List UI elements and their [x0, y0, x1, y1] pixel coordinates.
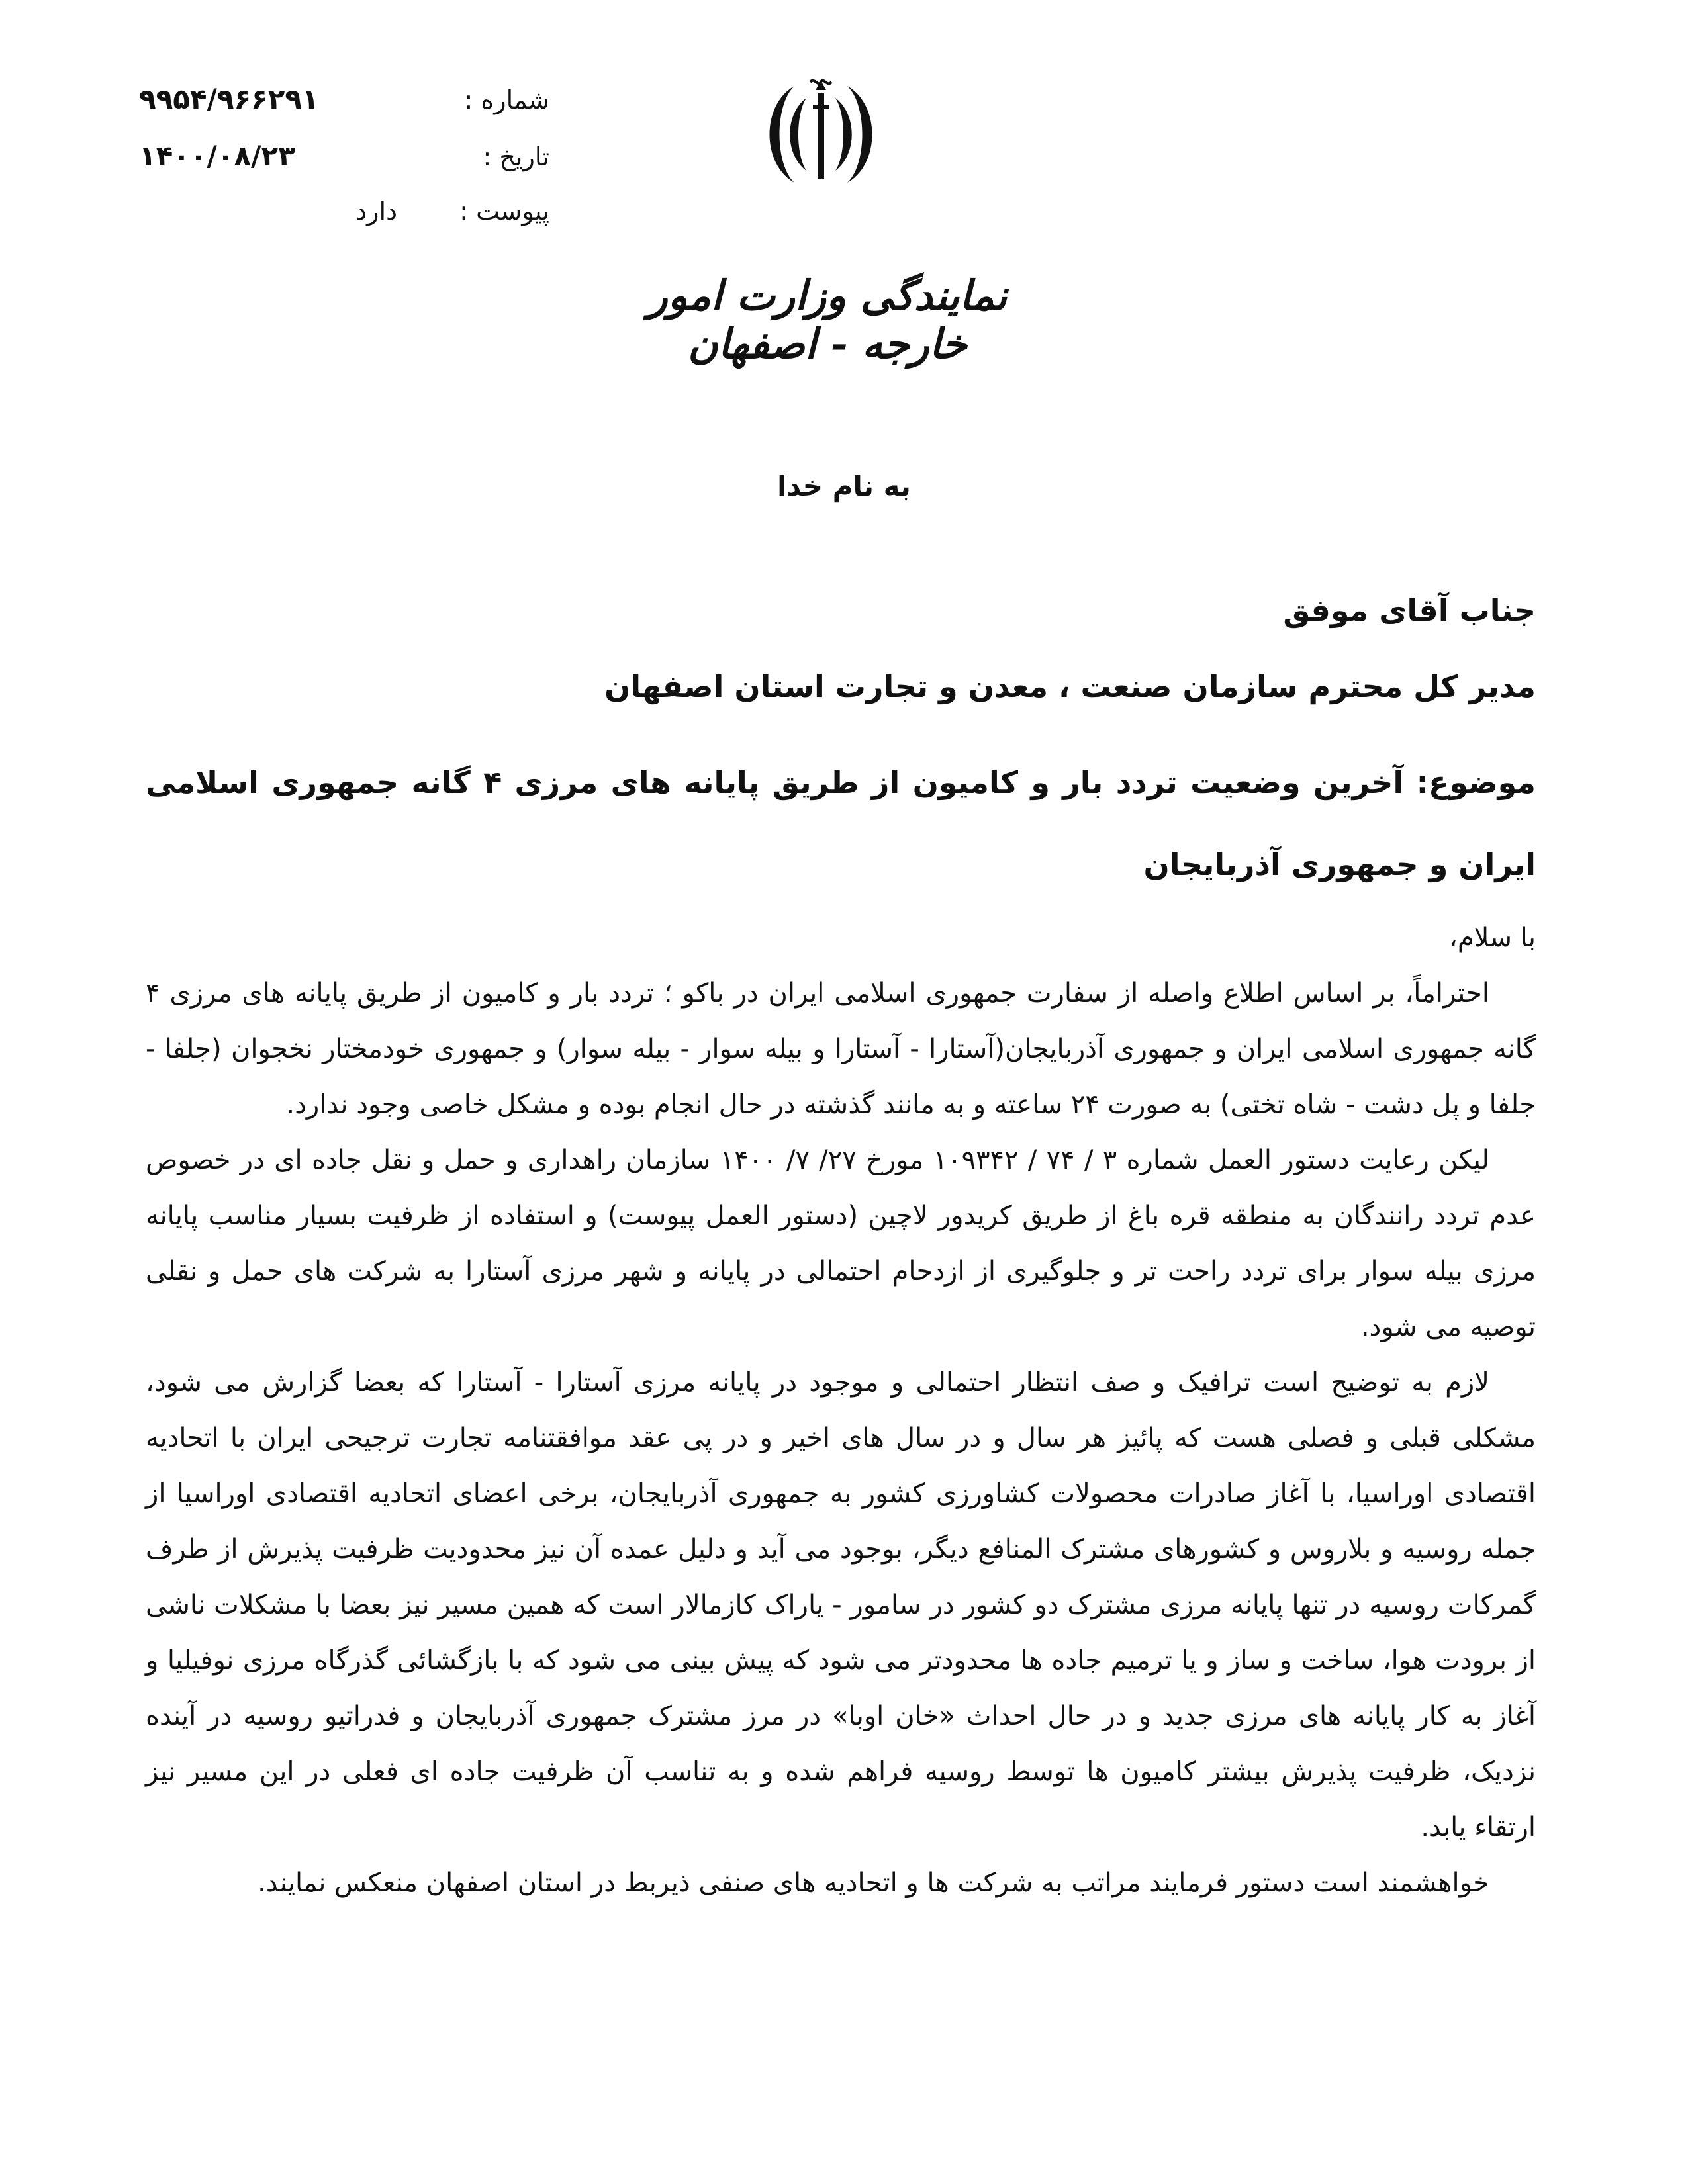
body-paragraph-1: احتراماً، بر اساس اطلاع واصله از سفارت جمهوری اسلامی ایران در باکو ؛ تردد بار و کامیون از طریق پایانه های مرزی ۴ گانه جمهوری اسلامی ایران و جمهوری آذربایجان(آستارا - آستارا و بیله سوار - بیله سوار) و جمهوری خودمختار نخجوان (جلفا - جلفا و پل دشت - شاه تختی) به صورت ۲۴ ساعته و به مانند گذشته در حال انجام بوده و مشکل خاصی وجود ندارد.	[146, 978, 1536, 1120]
addressee-title: مدیر کل محترم سازمان صنعت ، معدن و تجارت استان اصفهان	[604, 668, 1536, 704]
body-paragraph-4: خواهشمند است دستور فرمایند مراتب به شرکت ها و اتحادیه های صنفی ذیربط در استان اصفهان منعکس نمایند.	[258, 1868, 1489, 1898]
basmala-heading: به نام خدا	[777, 470, 911, 502]
letter-attachment-row	[126, 197, 549, 253]
letter-date-label: تاریخ :	[483, 142, 549, 171]
iran-emblem-icon	[755, 78, 887, 191]
letter-attachment-value: دارد	[355, 197, 397, 226]
letter-date-row	[126, 140, 549, 197]
letter-number-row	[126, 83, 549, 140]
letter-greeting: با سلام،	[1448, 923, 1536, 953]
letter-date-value: ۱۴۰۰/۰۸/۲۳	[139, 140, 295, 172]
letter-body	[146, 910, 1536, 1911]
letter-meta	[126, 83, 549, 253]
letter-number-value: ۹۹۵۴/۹۶۶۲۹۱	[139, 83, 319, 115]
ministry-title: نمایندگی وزارت امور خارجه - اصفهان	[647, 271, 1008, 368]
addressee-name: جناب آقای موفق	[1283, 592, 1536, 628]
body-paragraph-3: لازم به توضیح است ترافیک و صف انتظار احتمالی و موجود در پایانه مرزی آستارا - آستارا که بعضا گزارش می شود، مشکلی قبلی و فصلی هست که پائیز هر سال و در سال های اخیر و در پی عقد موافقتنامه تجارت ترجیحی ایران با اتحادیه اقتصادی اوراسیا، با آغاز صادرات محصولات کشاورزی کشور به جمهوری آذربایجان، برخی اعضای اتحادیه اقتصادی اوراسیا از جمله روسیه و بلاروس و کشورهای مشترک المنافع دیگر، بوجود می آید و دلیل عمده آن نیز محدودیت ظرفیت پذیرش از طرف گمرکات روسیه در تنها پایانه مرزی مشترک دو کشور در سامور - یاراک کازمالار است که همین مسیر نیز بعضا با مشکلات ناشی از برودت هوا، ساخت و ساز و یا ترمیم جاده ها محدودتر می شود که پیش بینی می شود که با بازگشائی گذرگاه مرزی نوفیلیا و آغاز به کار پایانه های مرزی جدید و در حال احداث «خان اوبا» در مرز مشترک جمهوری آذربایجان و فدراتیو روسیه در آینده نزدیک، ظرفیت پذیرش بیشتر کامیون ها توسط روسیه فراهم شده و به تناسب آن ظرفیت جاده ای فعلی در این مسیر نیز ارتقاء یابد.	[146, 1367, 1536, 1843]
body-paragraph-2: لیکن رعایت دستور العمل شماره ۳ / ۷۴ / ۱۰۹۳۴۲ مورخ ۲۷/ ۷/ ۱۴۰۰ سازمان راهداری و حمل و نقل جاده ای در خصوص عدم تردد رانندگان به منطقه قره باغ از طریق کریدور لاچین (دستور العمل پیوست) و استفاده از ظرفیت بسیار مناسب پایانه مرزی بیله سوار برای تردد راحت تر و جلوگیری از ازدحام احتمالی در پایانه و شهر مرزی آستارا به شرکت های حمل و نقلی توصیه می شود.	[146, 1145, 1536, 1342]
letter-attachment-label: پیوست :	[459, 197, 549, 226]
letter-number-label: شماره :	[464, 85, 549, 114]
letter-subject: موضوع: آخرین وضعیت تردد بار و کامیون از طریق پایانه های مرزی ۴ گانه جمهوری اسلامی ایران و جمهوری آذربایجان	[146, 764, 1536, 882]
